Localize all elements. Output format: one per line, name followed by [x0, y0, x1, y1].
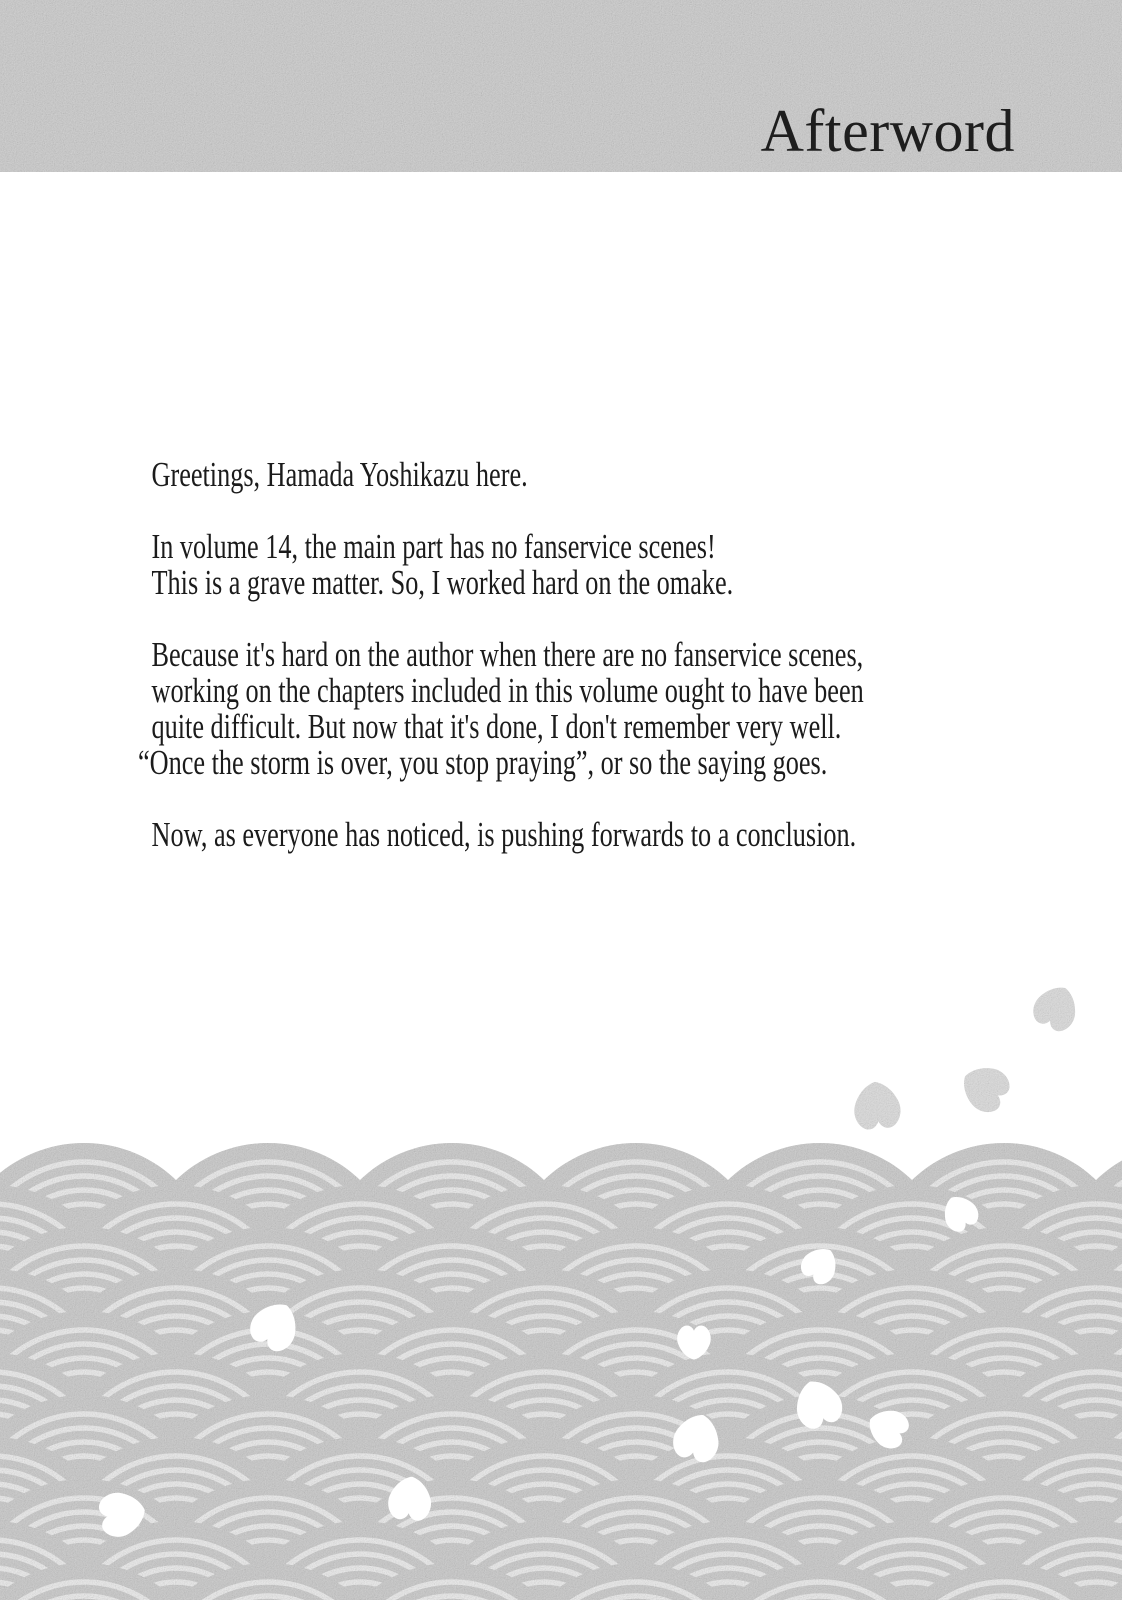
- sakura-petal-icon: [852, 1080, 902, 1131]
- afterword-line: Because it's hard on the author when there are no fanservice scenes,: [151, 635, 864, 674]
- sakura-petal-icon: [954, 1057, 1015, 1118]
- sakura-petal-icon: [1028, 979, 1084, 1035]
- afterword-body: [138, 457, 1068, 853]
- afterword-line: In volume 14, the main part has no fanservice scenes!: [151, 527, 716, 566]
- afterword-line: “Once the storm is over, you stop praying”, or so the saying goes.: [138, 743, 828, 782]
- afterword-line: This is a grave matter. So, I worked hard on the omake.: [151, 563, 734, 602]
- afterword-line: Now, as everyone has noticed, is pushing forwards to a conclusion.: [151, 815, 857, 854]
- afterword-line: quite difficult. But now that it's done, I don't remember very well.: [151, 707, 842, 746]
- afterword-line: working on the chapters included in this volume ought to have been: [151, 671, 864, 710]
- sakura-petals-gray: [852, 979, 1084, 1130]
- page-title: Afterword: [760, 98, 1015, 164]
- afterword-line: Greetings, Hamada Yoshikazu here.: [151, 455, 528, 494]
